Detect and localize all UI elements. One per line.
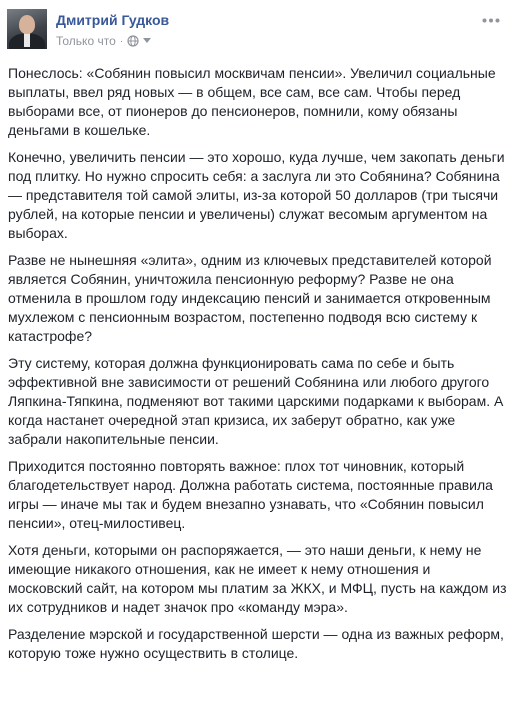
post-paragraph: Понеслось: «Собянин повысил москвичам пенсии». Увеличил социальные выплаты, ввел ряд новых — в общем, все сам, все сам. Чтобы перед выборами все, от пионеров до пенсионеров, помнили, кому обязаны деньгами в кошельке. [8,65,496,138]
chevron-down-icon[interactable] [143,38,151,44]
post-meta [56,34,151,48]
globe-icon[interactable] [127,35,139,47]
post-paragraph: Разделение мэрской и государственной шерсти — одна из важных реформ, которую тоже нужно осуществить в столице. [8,626,504,661]
post-header [0,0,512,60]
author-name[interactable]: Дмитрий Гудков [56,12,170,28]
post-body [8,64,508,671]
post-paragraph: Конечно, увеличить пенсии — это хорошо, куда лучше, чем закопать деньги под плитку. Но нужно спросить себя: а заслуга ли это Собянина? Собянина — представителя той самой элиты, из-за которой 50 долларов (три тысячи рублей, на которые пенсии и увеличены) служат весомым аргументом на выборах. [8,149,505,241]
post-paragraph: Хотя деньги, которыми он распоряжается, — это наши деньги, к нему не имеющие никакого отношения, как не имеет к нему отношения и московский сайт, на котором мы платим за ЖКХ, и МФЦ, пусть на каждом из их сотрудников и надет значок про «команду мэра». [8,542,507,615]
avatar[interactable] [7,9,47,49]
post-timestamp[interactable]: Только что [56,34,116,48]
post-paragraph: Разве не нынешняя «элита», одним из ключевых представителей которой является Собянин, уничтожила пенсионную реформу? Разве не она отменила в прошлом году индексацию пенсий и занимается откровенным мухлежом с пенсионным возрастом, постепенно подводя всю систему к катастрофе? [8,252,492,344]
meta-separator: · [119,35,124,47]
more-horizontal-icon[interactable] [480,12,502,28]
post-paragraph: Приходится постоянно повторять важное: плох тот чиновник, который благодетельствует народ. Должна работать система, постоянные правила игры — иначе мы так и будем внезапно узнавать, что «Собянин повысил пенсии», отец-милостивец. [8,458,493,531]
post-paragraph: Эту систему, которая должна функционировать сама по себе и быть эффективной вне зависимости от решений Собянина или любого другого Ляпкина-Тяпкина, подменяют вот такими царскими подарками к выборам. А когда настанет очередной этап кризиса, их заберут обратно, как уже забрали накопительные пенсии. [8,355,504,447]
